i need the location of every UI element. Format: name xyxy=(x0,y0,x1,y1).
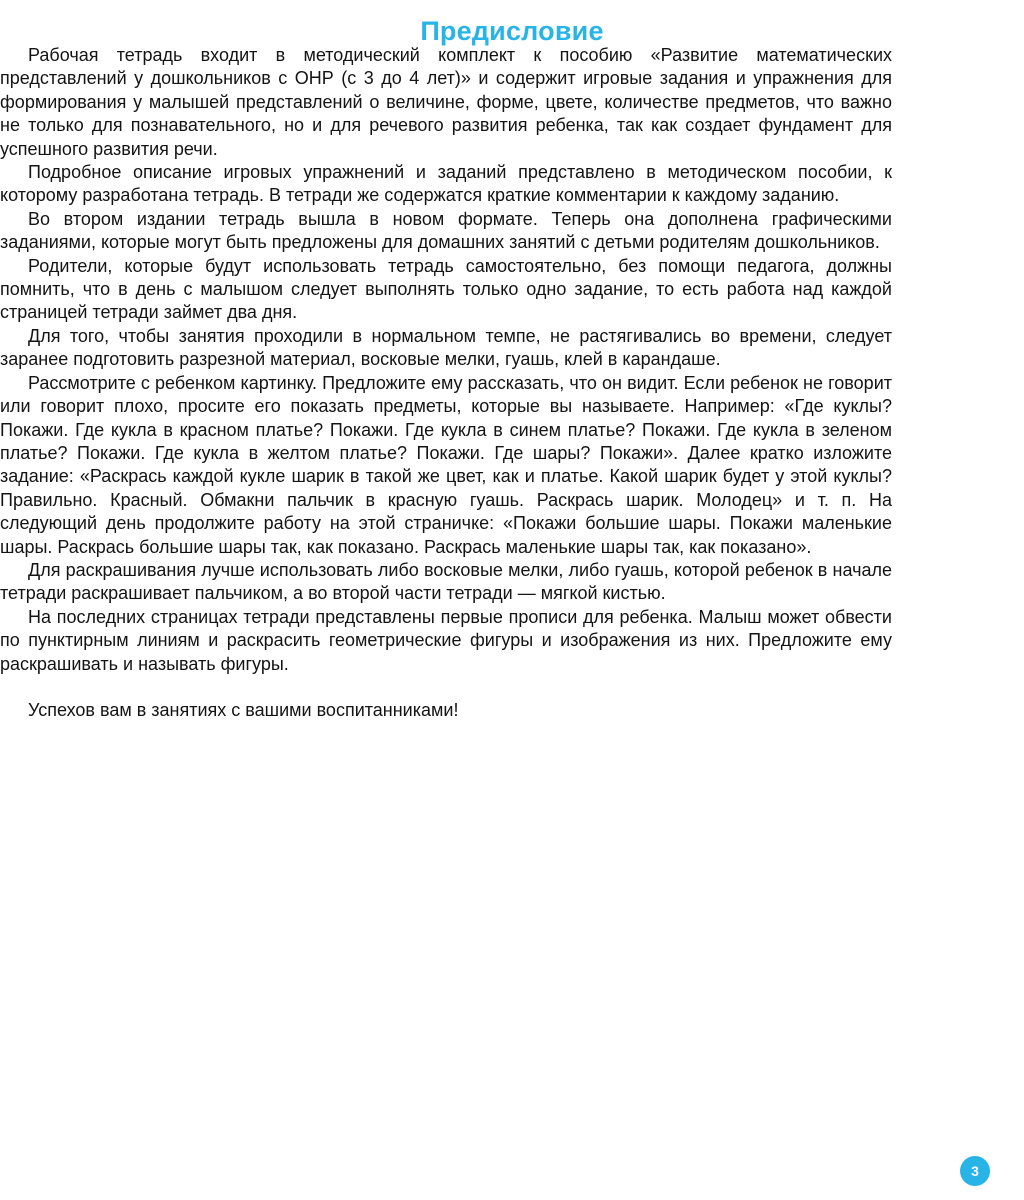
document-body xyxy=(0,44,892,723)
paragraph: Для того, чтобы занятия проходили в нормальном темпе, не растягивались во времени, следует заранее подготовить разрезной материал, восковые мелки, гуашь, клей в карандаше. xyxy=(0,325,892,370)
paragraph: Родители, которые будут использовать тетрадь самостоятельно, без помощи педагога, должны помнить, что в день с малышом следует выполнять только одно задание, то есть работа над каждой страницей тетради займет два дня. xyxy=(0,255,892,323)
paragraph: Подробное описание игровых упражнений и заданий представлено в методическом пособии, к которому разработана тетрадь. В тетради же содержатся краткие комментарии к каждому заданию. xyxy=(0,162,892,206)
page-number-badge xyxy=(960,1156,990,1186)
paragraph: На последних страницах тетради представлены первые прописи для ребенка. Малыш может обвести по пунктирным линиям и раскрасить геометрические фигуры и изображения из них. Предложите ему раскрашивать и называть фигуры. xyxy=(0,606,892,674)
paragraph: Во втором издании тетрадь вышла в новом формате. Теперь она дополнена графическими заданиями, которые могут быть предложены для домашних занятий с детьми родителям дошкольников. xyxy=(0,208,892,253)
paragraph: Рассмотрите с ребенком картинку. Предложите ему рассказать, что он видит. Если ребенок не говорит или говорит плохо, просите его показать предметы, которые вы называете. Например: «Где куклы? Покажи. Где кукла в красном платье? Покажи. Где кукла в синем платье? Покажи. Где кукла в зеленом платье? Покажи. Где кукла в желтом платье? Покажи. Где шары? Покажи». Далее кратко изложите задание: «Раскрась каждой кукле шарик в такой же цвет, как и платье. Какой шарик будет у этой куклы? Правильно. Красный. Обмакни пальчик в красную гуашь. Раскрась шарик. Молодец» и т. п. На следующий день продолжите работу на этой страничке: «Покажи большие шары. Покажи маленькие шары. Раскрась большие шары так, как показано. Раскрась маленькие шары так, как показано». xyxy=(0,372,892,557)
paragraph: Рабочая тетрадь входит в методический комплект к пособию «Развитие математических представлений у дошкольников с ОНР (с 3 до 4 лет)» и содержит игровые задания и упражнения для формирования у малышей представлений о величине, форме, цвете, количестве предметов, что важно не только для познавательного, но и для речевого развития ребенка, так как создает фундамент для успешного развития речи. xyxy=(0,45,892,159)
paragraph-closing: Успехов вам в занятиях с вашими воспитанниками! xyxy=(28,700,459,721)
page-number-value: 3 xyxy=(971,1163,979,1179)
paragraph: Для раскрашивания лучше использовать либо восковые мелки, либо гуашь, которой ребенок в начале тетради раскрашивает пальчиком, а во второй части тетради — мягкой кистью. xyxy=(0,559,892,604)
page-title: Предисловие xyxy=(420,16,604,47)
